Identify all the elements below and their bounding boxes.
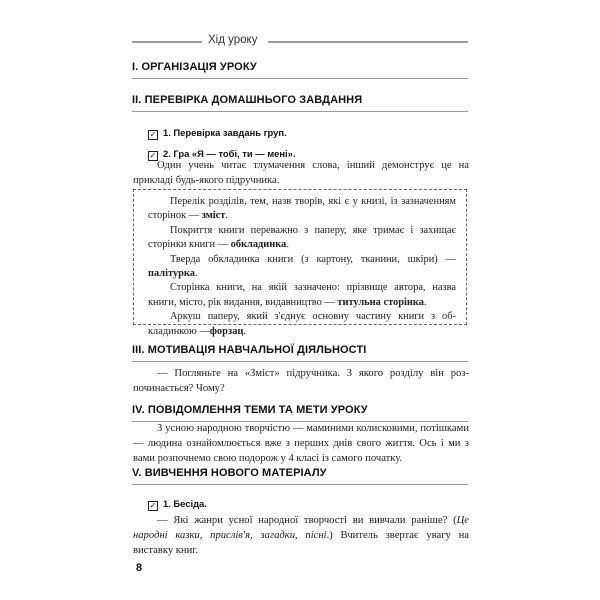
section-rule: [132, 111, 468, 112]
definition-term: форзац: [209, 325, 244, 337]
definition-text: Тверда обкладинка книги (з картону, тканини, шкіри) —: [170, 253, 456, 265]
definitions-list: [148, 195, 456, 339]
section-4-title: IV. ПОВІДОМЛЕННЯ ТЕМИ ТА МЕТИ УРОКУ: [132, 404, 368, 416]
talk-paragraph: [133, 513, 469, 558]
section-3: [132, 344, 468, 356]
motivation-question: [133, 366, 469, 396]
definition-term: титульна сторінка: [337, 296, 424, 308]
section-4: [132, 404, 468, 416]
checkbox-icon: ✓: [149, 501, 157, 510]
talk-lead: — Які жанри усної народної творчості ви вивчали раніше? (: [157, 515, 457, 526]
section-2: [132, 94, 468, 106]
subheading-text: 1. Перевірка завдань груп.: [163, 127, 287, 138]
section-1: [132, 61, 468, 73]
definition-end: .: [194, 268, 198, 280]
definition-2: [148, 224, 456, 253]
game-intro-text: Один учень читає тлумачення слова, інший демонструє це на прикладі будь-якого підручника.: [133, 160, 469, 186]
definition-end: .: [225, 210, 229, 222]
definition-text: Покриття книги переважно з паперу, яке тримає і захищає сторінки книги —: [148, 224, 456, 251]
checkbox-icon: ✓: [149, 130, 157, 139]
subheading-text: 2. Гра «Я — тобі, ти — мені».: [163, 148, 296, 159]
game-intro: [133, 158, 469, 188]
definition-end: .: [243, 325, 246, 337]
subheading-text: 1. Бесіда.: [163, 498, 207, 509]
section-rule: [132, 78, 468, 79]
definition-3: [148, 253, 456, 282]
section-3-title: III. МОТИВАЦІЯ НАВЧАЛЬНОЇ ДІЯЛЬНОСТІ: [132, 344, 367, 356]
definition-1: [148, 195, 456, 224]
header-rule-left: [132, 41, 202, 43]
running-header: Хід уроку: [208, 34, 258, 46]
page-number: 8: [136, 562, 143, 574]
definition-end: .: [286, 239, 289, 251]
section-rule: [132, 361, 468, 362]
section-5: [132, 467, 468, 479]
definition-text: Перелік розділів, тем, назв творів, які є у книзі, із зазначенням сторінок —: [148, 196, 456, 222]
definition-term: палітурка: [148, 268, 195, 280]
motivation-text: — Погляньте на «Зміст» підручника. З якого розділу він розпочинається? Чому?: [133, 368, 469, 394]
definition-4: [148, 281, 456, 310]
definition-end: .: [423, 296, 427, 308]
section-1-title: I. ОРГАНІЗАЦІЯ УРОКУ: [132, 61, 257, 73]
talk-text: [133, 513, 469, 558]
definition-term: обкладинка: [230, 239, 287, 251]
definition-5: [148, 310, 456, 339]
section-2-title: II. ПЕРЕВІРКА ДОМАШНЬОГО ЗАВДАННЯ: [132, 94, 363, 106]
subheading-check-groups: [148, 127, 287, 140]
definition-term: зміст: [201, 210, 226, 222]
definition-text: Аркуш паперу, який з'єднує основну частину книги з обкладинкою —: [148, 311, 456, 337]
definition-text: Сторінка книги, на якій зазначено: прізвище автора, назва книги, місто, рік видання, видавництво —: [148, 282, 456, 308]
talk-tail: .) Вчитель звертає увагу на виставку книг.: [133, 530, 469, 556]
section-5-title: V. ВИВЧЕННЯ НОВОГО МАТЕРІАЛУ: [132, 467, 327, 479]
talk-answer: Це народні казки, прислів'я, загадки, пісні: [133, 515, 469, 541]
header-rule-right: [268, 41, 468, 43]
topic-paragraph: [133, 421, 469, 466]
topic-text: З усною народною творчістю — маминими колисковими, потішками — людина ознайомлюється вже з перших днів свого життя. Ось і ми з вами розпочнемо свою подорож у 4 класі із самого початку.: [133, 423, 469, 464]
subheading-talk: [148, 498, 207, 511]
checkbox-icon: ✓: [149, 151, 157, 160]
section-rule: [132, 484, 468, 485]
